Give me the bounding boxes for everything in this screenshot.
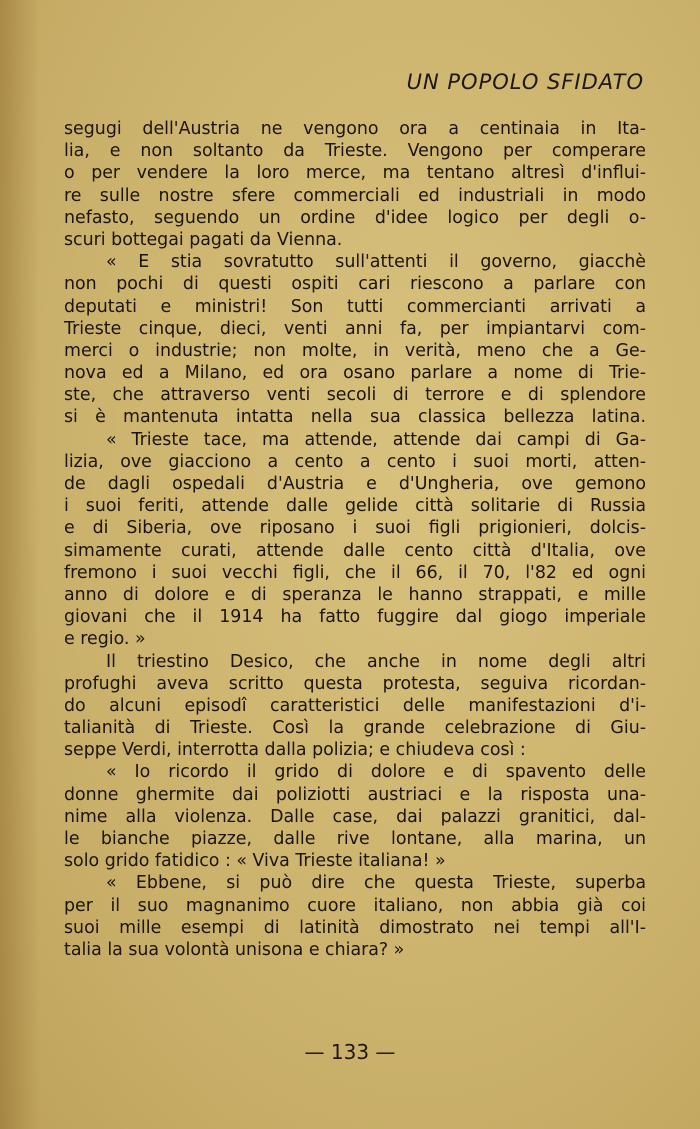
text-line: lia, e non soltanto da Trieste. Vengono per comperare <box>64 141 646 162</box>
text-line: simamente curati, attende dalle cento città d'Italia, ove <box>64 540 646 561</box>
text-line: « Ebbene, si può dire che questa Trieste, superba <box>106 873 646 894</box>
text-line: re sulle nostre sfere commerciali ed industriali in modo <box>64 185 646 206</box>
text-line: e regio. » <box>64 629 146 650</box>
text-line: de dagli ospedali d'Austria e d'Ungheria, ove gemono <box>64 474 646 494</box>
text-line: e di Siberia, ove riposano i suoi figli prigionieri, dolcis- <box>64 518 646 539</box>
text-line: solo grido fatidico : « Viva Trieste italiana! » <box>64 851 446 872</box>
running-title: UN POPOLO SFIDATO <box>406 70 644 94</box>
text-line: lizia, ove giacciono a cento a cento i suoi morti, atten- <box>64 451 646 472</box>
text-line: nova ed a Milano, ed ora osano parlare a nome di Trie- <box>64 363 646 384</box>
page-number: — 133 — <box>304 1040 396 1064</box>
text-line: per il suo magnanimo cuore italiano, non abbia già coi <box>64 895 646 916</box>
text-line: si è mantenuta intatta nella sua classica bellezza latina. <box>64 407 646 428</box>
text-line: « Io ricordo il grido di dolore e di spavento delle <box>106 762 646 783</box>
text-line: scuri bottegai pagati da Vienna. <box>64 229 343 250</box>
text-line: fremono i suoi vecchi figli, che il 66, il 70, l'82 ed ogni <box>64 562 646 583</box>
text-line: nime alla violenza. Dalle case, dai palazzi granitici, dal- <box>64 806 646 827</box>
text-line: « Trieste tace, ma attende, attende dai campi di Ga- <box>106 429 646 450</box>
text-line: segugi dell'Austria ne vengono ora a centinaia in Ita- <box>64 119 646 139</box>
text-line: Il triestino Desico, che anche in nome degli altri <box>106 651 646 672</box>
text-line: i suoi feriti, attende dalle gelide città solitarie di Russia <box>64 496 646 517</box>
text-line: deputati e ministri! Son tutti commercianti arrivati a <box>64 296 646 317</box>
text-line: merci o industrie; non molte, in verità, meno che a Ge- <box>64 340 646 361</box>
text-line: Trieste cinque, dieci, venti anni fa, per impiantarvi com- <box>64 318 646 339</box>
text-line: do alcuni episodî caratteristici delle manifestazioni d'i- <box>64 695 646 716</box>
text-line: talia la sua volontà unisona e chiara? » <box>64 939 405 960</box>
text-line: o per vendere la loro merce, ma tentano altresì d'influi- <box>64 163 646 184</box>
body-text <box>64 118 646 961</box>
text-line: « E stia sovratutto sull'attenti il governo, giacchè <box>106 252 646 273</box>
text-line: anno di dolore e di speranza le hanno strappati, e mille <box>64 584 646 605</box>
text-line: donne ghermite dai poliziotti austriaci e la risposta una- <box>64 784 646 805</box>
text-line: profughi aveva scritto questa protesta, seguiva ricordan- <box>64 673 646 694</box>
text-line: nefasto, seguendo un ordine d'idee logico per degli o- <box>64 207 646 228</box>
text-line: non pochi di questi ospiti cari riescono a parlare con <box>64 274 646 295</box>
text-line: giovani che il 1914 ha fatto fuggire dal giogo imperiale <box>64 607 646 628</box>
text-line: seppe Verdi, interrotta dalla polizia; e chiudeva così : <box>64 740 526 761</box>
text-line: le bianche piazze, dalle rive lontane, alla marina, un <box>64 829 646 849</box>
text-line: ste, che attraverso venti secoli di terrore e di splendore <box>64 385 646 406</box>
text-line: talianità di Trieste. Così la grande celebrazione di Giu- <box>64 718 646 739</box>
text-line: suoi mille esempi di latinità dimostrato nei tempi all'I- <box>64 917 646 938</box>
